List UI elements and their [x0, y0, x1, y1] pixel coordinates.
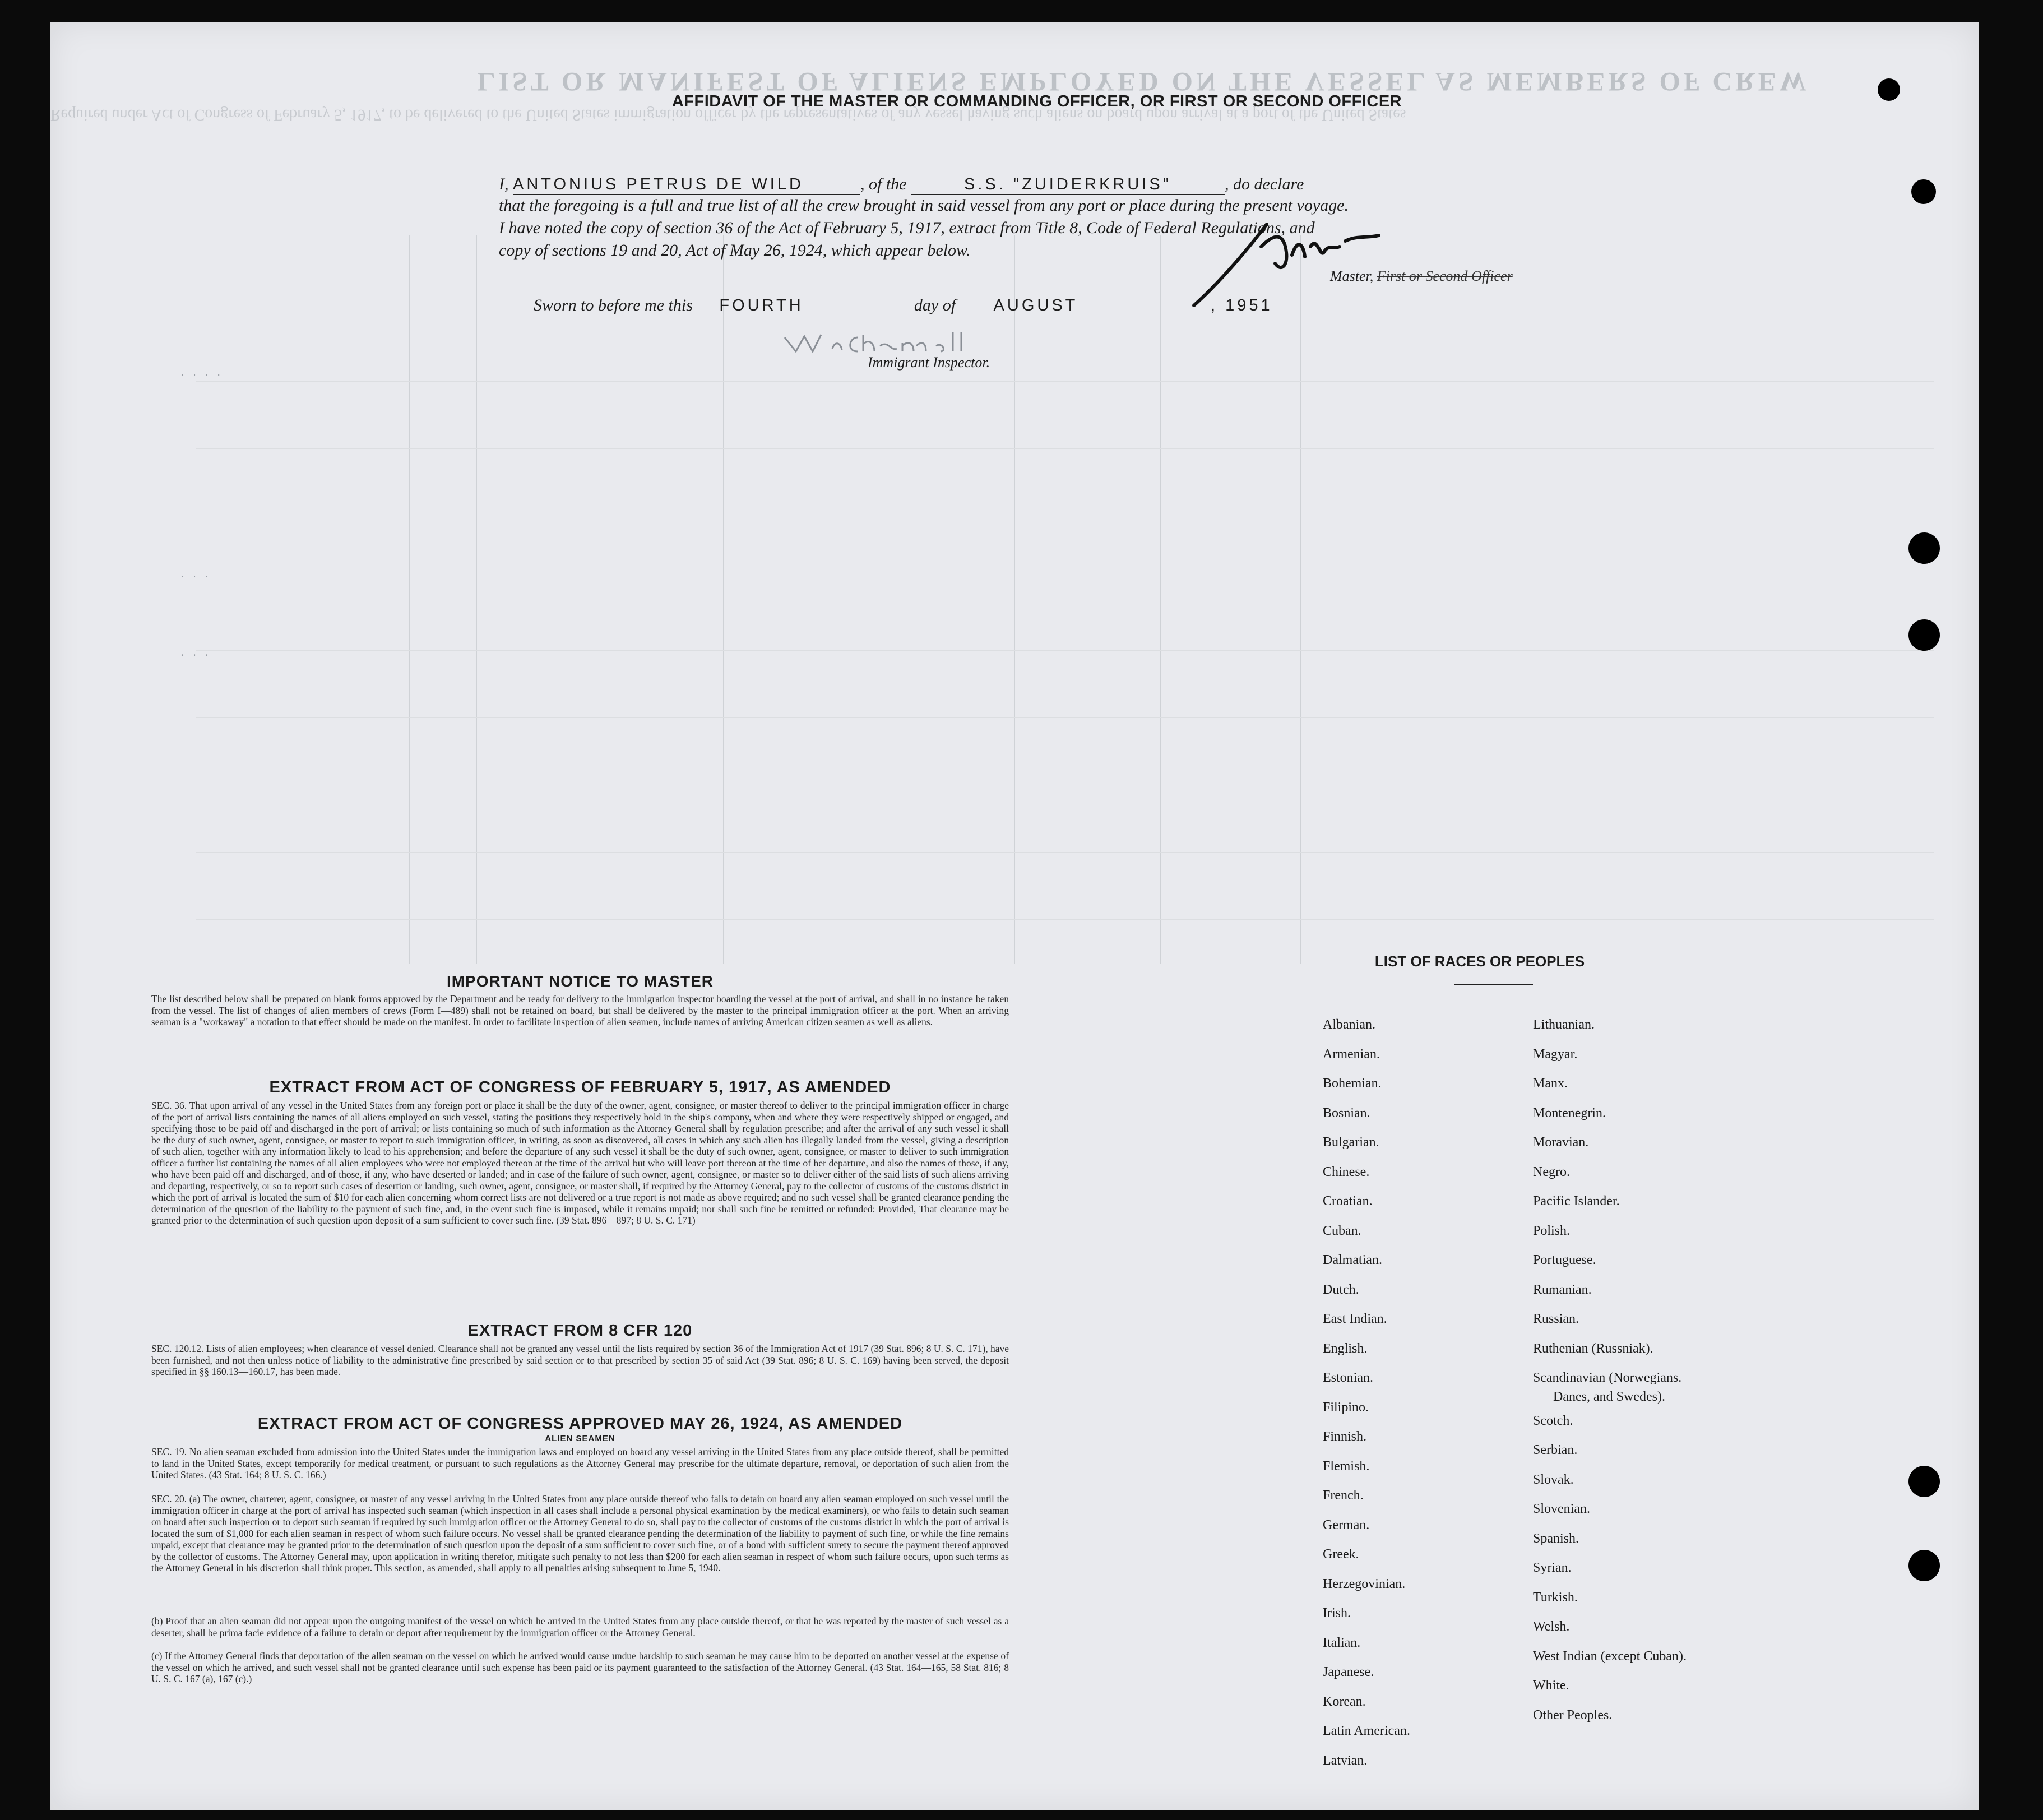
race-item: Cuban. — [1323, 1223, 1361, 1238]
race-item: Chinese. — [1323, 1164, 1370, 1179]
ghost-manifest-subtitle: Required under Act of Congress of February 5, 1917, to be delivered to the United States immigration officer by the representatives of any vessel having such aliens on board upon arrival at a port of the United States — [50, 106, 1406, 123]
race-item: Estonian. — [1323, 1370, 1373, 1385]
race-item: East Indian. — [1323, 1312, 1387, 1326]
race-item: Moravian. — [1533, 1135, 1589, 1150]
struck-officer-text: First or Second Officer — [1377, 268, 1513, 284]
of-the-text: , of the — [860, 175, 907, 193]
race-item: Slovenian. — [1533, 1502, 1590, 1516]
sworn-month: AUGUST — [993, 297, 1078, 314]
master-signature — [1177, 213, 1446, 308]
extract-1917-body: SEC. 36. That upon arrival of any vessel in the United States from any foreign port or place it shall be the duty of the owner, agent, consignee, or master thereof to deliver to the principal immigration officer in charge of the port of arrival lists containing the names of all aliens employed on such vessel, stating the positions they respectively hold in the ship's company, when and where they were respectively shipped or engaged, and specifying those to be paid off and discharged in the port of arrival; or lists containing so much of such information as the Attorney General shall by regulation prescribe; and after the arrival of any such vessel it shall be the duty of such owner, agent, consignee, or master to report to such immigration officer, in writing, as soon as discovered, all cases in which any such alien has illegally landed from the vessel, giving a description of such alien, together with any information likely to lead to his apprehension; and before the departure of any such vessel it shall be the duty of such owner, agent, consignee, or master to deliver to such immigration officer a further list containing the names of all alien employees who were not employed thereon at the time of the arrival but who will leave port thereon at the time of her departure, and also the names of those, if any, who have been paid off and discharged, and of those, if any, who have deserted or landed; and in case of the failure of such owner, agent, consignee, or master so to deliver either of the said lists of such aliens arriving and departing, respectively, or so to report such cases of desertion or landing, such owner, agent, consignee, or master shall, if required by the Attorney General, pay to the collector of customs of the customs district in which the port of arrival is located the sum of $10 for each alien concerning whom correct lists are not delivered or a true report is not made as above required; and no such vessel shall be granted clearance pending the determination of the question of the liability to the payment of such fine, and, in the event such fine is imposed, while it remains unpaid; nor shall such fine be remitted or refunded: Provided, That clearance may be granted prior to the determination of such question upon deposit of a sum sufficient to cover such fine. (39 Stat. 896—897; 8 U. S. C. 171) — [151, 1100, 1009, 1226]
race-item: Slovak. — [1533, 1472, 1574, 1487]
race-item: Finnish. — [1323, 1429, 1367, 1444]
margin-mark: · · · — [179, 572, 210, 583]
race-item: Filipino. — [1323, 1400, 1369, 1415]
manifest-page — [50, 22, 1979, 1810]
race-item: Montenegrin. — [1533, 1105, 1606, 1120]
affidavit-heading: AFFIDAVIT OF THE MASTER OR COMMANDING OFFICER, OR FIRST OR SECOND OFFICER — [671, 92, 1402, 110]
race-item: Bohemian. — [1323, 1076, 1382, 1091]
race-item: Japanese. — [1323, 1665, 1374, 1679]
race-item: Greek. — [1323, 1547, 1359, 1562]
race-item: Scotch. — [1533, 1413, 1573, 1428]
binder-hole — [1908, 1550, 1940, 1581]
race-item: Bosnian. — [1323, 1105, 1370, 1120]
extract-1924-sec20b: (b) Proof that an alien seaman did not appear upon the outgoing manifest of the vessel on which he arrived in the United States from any place outside thereof, or that he was reported by the master of such vessel as a deserter, shall be prima facie evidence of a failure to detain or deport after requirement by the immigration officer or the Attorney General. — [151, 1615, 1009, 1638]
races-heading: LIST OF RACES OR PEOPLES — [1374, 953, 1585, 970]
race-item: Russian. — [1533, 1312, 1579, 1326]
race-item: Korean. — [1323, 1694, 1366, 1709]
extract-1924-subtitle: ALIEN SEAMEN — [545, 1434, 615, 1443]
do-declare-text: , do declare — [1225, 175, 1304, 193]
extract-1924-title: EXTRACT FROM ACT OF CONGRESS APPROVED MAY 26, 1924, AS AMENDED — [257, 1415, 903, 1433]
extract-1924-sec19: SEC. 19. No alien seaman excluded from admission into the United States under the immigration laws and employed on board any vessel arriving in the United States from any place outside thereof, shall be permitted to land in the United States, except temporarily for medical treatment, or pursuant to such regulations as the Attorney General may prescribe for the ultimate departure, removal, or deportation of such alien from the United States. (43 Stat. 164; 8 U. S. C. 166.) — [151, 1446, 1009, 1480]
immigrant-inspector-label: Immigrant Inspector. — [868, 354, 990, 371]
race-item: Danes, and Swedes). — [1553, 1390, 1665, 1404]
race-item: Serbian. — [1533, 1443, 1578, 1457]
race-item: Armenian. — [1323, 1046, 1380, 1062]
sworn-text: Sworn to before me this — [534, 296, 693, 314]
notice-body: The list described below shall be prepared on blank forms approved by the Department and be ready for delivery to the immigration inspector boarding the vessel at the port of arrival, and shall in no instance be taken from the vessel. The list of changes of alien members of crews (Form I—489) shall not be retained on board, but shall be delivered by the master to the principal immigration officer at the port. When an arriving seaman is a "workaway" a notation to that effect should be made on the manifest. In order to facilitate inspection of alien seamen, include names of arriving American citizen seamen as well as aliens. — [151, 993, 1009, 1027]
race-item: Turkish. — [1533, 1590, 1578, 1605]
officer-name: ANTONIUS PETRUS DE WILD — [513, 175, 860, 195]
race-item: German. — [1323, 1517, 1370, 1532]
race-item: Syrian. — [1533, 1560, 1572, 1575]
race-item: Irish. — [1323, 1606, 1351, 1620]
race-item: Rumanian. — [1533, 1282, 1592, 1297]
extract-cfr-body: SEC. 120.12. Lists of alien employees; when clearance of vessel denied. Clearance shall not be granted any vessel until the lists required by section 36 of the Immigration Act of 1917 (39 Stat. 896; 8 U. S. C. 171), have been furnished, and not then unless notice of liability to the administrative fine prescribed by said section or to that prescribed by section 35 of said Act (39 Stat. 896; 8 U. S. C. 169) having been served, the deposit specified in §§ 160.13—160.17, has been made. — [151, 1343, 1009, 1377]
affidavit-line-2: that the foregoing is a full and true list of all the crew brought in said vessel from any port or place during the present voyage. — [499, 196, 1349, 215]
race-item: Scandinavian (Norwegians. — [1533, 1370, 1682, 1385]
race-item: Polish. — [1533, 1223, 1571, 1238]
binder-hole — [1908, 1466, 1940, 1497]
race-item: Flemish. — [1323, 1458, 1370, 1474]
race-item: French. — [1323, 1488, 1364, 1503]
ghost-manifest-title: LIST OR MANIFEST OF ALIENS EMPLOYED ON THE VESSEL AS MEMBERS OF CREW — [477, 67, 1810, 96]
race-item: Albanian. — [1323, 1017, 1375, 1032]
race-item: Dalmatian. — [1323, 1253, 1382, 1267]
sworn-day: FOURTH — [719, 297, 804, 314]
race-item: Manx. — [1533, 1076, 1568, 1091]
notice-title: IMPORTANT NOTICE TO MASTER — [446, 972, 714, 990]
extract-1924-sec20a: SEC. 20. (a) The owner, charterer, agent, consignee, or master of any vessel arriving in the United States from any place outside thereof who fails to detain on board any alien seaman employed on such vessel until the immigration officer in charge at the port of arrival has inspected such seaman (which inspection in all cases shall include a personal physical examination by the medical examiners), or who fails to detain such seaman on board after such inspection or to deport such seaman if required by such immigration officer or the Attorney General to do so, shall pay to the collector of customs of the customs district in which the port of arrival is located the sum of $1,000 for each alien seaman in respect of whom such failure occurs. No vessel shall be granted clearance pending the determination of the liability to payment of such fine, or while the fine remains unpaid, except that clearance may be granted prior to the determination of such question upon the deposit of a sum sufficient to cover such fine, or of a bond with sufficient surety to secure the payment thereof approved by the collector of customs. The Attorney General may, upon application in writing therefor, mitigate such penalty to not less than $200 for each alien seaman in respect of whom such failure occurs, upon such terms as the Attorney General in his discretion shall think proper. This section, as amended, shall apply to all penalties arising subsequent to June 5, 1940. — [151, 1493, 1009, 1573]
extract-1917-title: EXTRACT FROM ACT OF CONGRESS OF FEBRUARY 5, 1917, AS AMENDED — [269, 1078, 891, 1096]
race-item: Other Peoples. — [1533, 1707, 1613, 1722]
extract-cfr-title: EXTRACT FROM 8 CFR 120 — [467, 1322, 693, 1340]
margin-mark: · · · · — [179, 370, 222, 381]
race-item: Italian. — [1323, 1635, 1361, 1650]
binder-hole — [1908, 532, 1940, 564]
sworn-line — [534, 296, 1273, 315]
race-item: Spanish. — [1533, 1531, 1579, 1546]
binder-hole — [1911, 179, 1936, 204]
race-item: Lithuanian. — [1533, 1017, 1595, 1032]
vessel-name: S.S. "ZUIDERKRUIS" — [911, 175, 1225, 195]
race-item: Ruthenian (Russniak). — [1533, 1341, 1653, 1356]
race-item: White. — [1533, 1678, 1569, 1693]
race-item: Welsh. — [1533, 1619, 1570, 1634]
race-item: Latin American. — [1323, 1724, 1410, 1738]
races-heading-rule — [1454, 984, 1533, 985]
race-item: Dutch. — [1323, 1282, 1359, 1297]
race-item: Magyar. — [1533, 1046, 1578, 1062]
race-item: Bulgarian. — [1323, 1135, 1379, 1150]
day-of-text: day of — [914, 296, 956, 314]
binder-hole — [1878, 78, 1900, 101]
master-text: Master, — [1330, 268, 1374, 284]
race-item: West Indian (except Cuban). — [1533, 1648, 1687, 1664]
race-item: Pacific Islander. — [1533, 1194, 1620, 1208]
binder-hole — [1908, 619, 1940, 651]
race-item: Portuguese. — [1533, 1253, 1596, 1267]
extract-1924-sec20c: (c) If the Attorney General finds that deportation of the alien seaman on the vessel on which he arrived would cause undue hardship to such seaman he may cause him to be deported on another vessel at the expense of the vessel on which he arrived, and such vessel shall not be granted clearance until such expense has been paid or its payment guaranteed to the satisfaction of the Attorney General. (43 Stat. 164—165, 58 Stat. 816; 8 U. S. C. 167 (a), 167 (c).) — [151, 1650, 1009, 1684]
affidavit-line-3: I have noted the copy of section 36 of the Act of February 5, 1917, extract from Title 8, Code of Federal Regulations, and — [499, 219, 1315, 237]
affidavit-line-1 — [499, 175, 1304, 195]
affidavit-prefix: I, — [499, 175, 509, 193]
race-item: English. — [1323, 1341, 1368, 1356]
master-label — [1330, 268, 1513, 285]
race-item: Latvian. — [1323, 1753, 1368, 1768]
sworn-year: , 1951 — [1211, 297, 1273, 314]
race-item: Croatian. — [1323, 1194, 1373, 1208]
race-item: Herzegovinian. — [1323, 1576, 1406, 1591]
affidavit-line-4: copy of sections 19 and 20, Act of May 26, 1924, which appear below. — [499, 241, 971, 260]
margin-mark: · · · — [179, 650, 210, 661]
race-item: Negro. — [1533, 1164, 1570, 1179]
